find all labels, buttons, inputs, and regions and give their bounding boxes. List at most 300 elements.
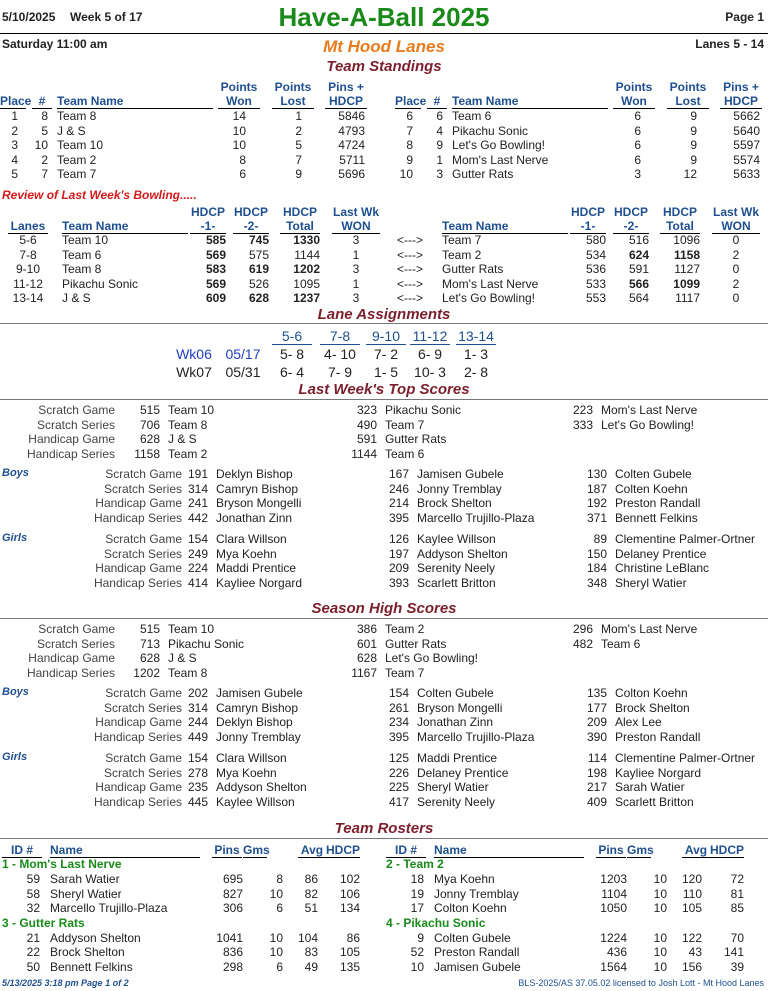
score-category: Scratch Series — [103, 700, 182, 715]
bowler-name: Colten Gubele — [434, 930, 511, 945]
bowler-name: Preston Randall — [434, 945, 520, 959]
bowler-average: 110 — [682, 886, 702, 901]
place: 8 — [406, 138, 413, 152]
score-name: Team 2 — [168, 446, 208, 461]
team-name: Team 6 — [452, 109, 492, 123]
score-value: 333 — [572, 417, 593, 432]
pins-hdcp: 4793 — [338, 123, 365, 138]
bowler-hdcp: 85 — [730, 901, 744, 915]
place: 4 — [11, 152, 18, 167]
score-value: 490 — [356, 417, 377, 432]
team-name: Pikachu Sonic — [452, 123, 529, 138]
team-number: 2 — [41, 152, 48, 167]
bowler-pins: 1203 — [600, 872, 627, 886]
score-value: 225 — [388, 780, 409, 794]
score-value: 223 — [572, 403, 593, 417]
col-hdcp-1: HDCP -1- — [190, 205, 225, 233]
team-name: Team 7 — [442, 233, 482, 247]
points-lost: 9 — [690, 138, 697, 152]
team-name: Mom's Last Nerve — [442, 276, 539, 291]
bowler-pins: 298 — [222, 959, 243, 974]
team-name: Team 10 — [57, 138, 104, 152]
score-name: Marcello Trujillo-Plaza — [417, 729, 535, 744]
score-category: Handicap Game — [95, 561, 182, 575]
col-team-name: Team Name — [442, 219, 568, 234]
lane-pair-header: 13-14 — [456, 328, 496, 345]
score-name: Gutter Rats — [385, 636, 447, 651]
lane-matchup: 7- 9 — [327, 364, 353, 380]
score-value: 202 — [187, 686, 208, 700]
score-value: 482 — [572, 636, 593, 651]
lanes: 13-14 — [12, 291, 44, 305]
section-rule — [0, 399, 768, 400]
bowler-pins: 436 — [606, 945, 627, 959]
score-name: Mya Koehn — [216, 765, 277, 780]
team-number: 3 — [436, 167, 443, 181]
game-2: 628 — [248, 291, 269, 305]
col-pins-hdcp: Pins + HDCP — [325, 80, 367, 109]
score-value: 628 — [356, 651, 377, 665]
bowler-average: 43 — [688, 945, 702, 959]
game-1: 553 — [585, 291, 606, 305]
score-value: 214 — [388, 496, 409, 510]
report-date: 5/10/2025 — [2, 10, 56, 24]
score-value: 713 — [139, 636, 160, 651]
bowler-id: 17 — [410, 901, 424, 915]
score-value: 150 — [586, 546, 607, 561]
section-title: Team Standings — [326, 58, 442, 75]
points-won: 14 — [232, 109, 246, 123]
score-value: 217 — [586, 780, 607, 794]
col-average: Avg — [298, 843, 326, 858]
bowler-pins: 1050 — [600, 901, 627, 915]
score-name: Kaylee Willson — [417, 532, 496, 546]
game-1: 534 — [585, 247, 606, 262]
team-name: Team 8 — [57, 109, 97, 123]
score-name: Preston Randall — [615, 496, 701, 510]
place: 2 — [11, 123, 18, 138]
points-lost: 9 — [295, 167, 302, 181]
points-lost: 12 — [683, 167, 697, 181]
team-name: Team 7 — [57, 167, 97, 181]
bowler-name: Colton Koehn — [434, 901, 507, 915]
col-id: ID # — [2, 843, 42, 858]
score-value: 445 — [187, 794, 208, 809]
lane-matchup: 2- 8 — [463, 364, 489, 380]
bowler-pins: 827 — [222, 886, 243, 901]
game-2: 619 — [248, 262, 269, 276]
place: 5 — [11, 167, 18, 181]
score-name: Camryn Bishop — [216, 481, 299, 496]
score-value: 409 — [586, 794, 607, 809]
score-value: 515 — [139, 403, 160, 417]
team-name: Team 2 — [57, 152, 97, 167]
points-won: 0 — [732, 262, 740, 276]
bowler-id: 22 — [26, 945, 40, 959]
bowler-average: 122 — [681, 930, 702, 945]
col-last-wk-won: Last Wk WON — [332, 205, 379, 233]
bowler-pins: 836 — [222, 945, 243, 959]
score-name: Delaney Prentice — [615, 546, 707, 561]
week-date: 05/31 — [225, 364, 261, 380]
score-category: Handicap Game — [95, 496, 182, 510]
score-name: Delaney Prentice — [417, 765, 509, 780]
col-hdcp-2: HDCP -2- — [613, 205, 648, 233]
col-points-lost: Points Lost — [272, 80, 314, 109]
bowler-games: 10 — [269, 886, 283, 901]
score-category: Handicap Series — [93, 510, 182, 525]
score-name: Clementine Palmer-Ortner — [615, 751, 756, 765]
team-number: 10 — [34, 138, 48, 152]
score-value: 125 — [388, 751, 409, 765]
score-name: Christine LeBlanc — [615, 561, 710, 575]
score-name: Bennett Felkins — [615, 510, 698, 525]
score-category: Handicap Series — [93, 575, 182, 590]
score-value: 296 — [572, 622, 593, 636]
bowler-average: 51 — [304, 901, 318, 915]
score-name: Sheryl Watier — [615, 575, 687, 590]
col-num: # — [427, 94, 447, 109]
points-won: 3 — [352, 262, 360, 276]
score-name: Jonathan Zinn — [417, 715, 494, 729]
points-won: 6 — [634, 152, 641, 167]
score-name: Jonathan Zinn — [216, 510, 293, 525]
score-value: 1144 — [351, 446, 377, 461]
total: 1096 — [673, 233, 700, 247]
col-pins-hdcp: Pins + HDCP — [720, 80, 762, 109]
score-name: Kayliee Norgard — [216, 575, 303, 590]
score-value: 371 — [586, 510, 607, 525]
score-value: 187 — [586, 481, 607, 496]
score-value: 135 — [586, 686, 607, 700]
score-name: Jonny Tremblay — [417, 481, 502, 496]
bowler-id: 9 — [417, 930, 424, 945]
bowler-name: Marcello Trujillo-Plaza — [50, 901, 168, 915]
team-name: J & S — [62, 291, 91, 305]
game-2: 526 — [248, 276, 269, 291]
game-1: 569 — [205, 276, 226, 291]
points-won: 10 — [232, 138, 246, 152]
bowler-id: 50 — [26, 959, 40, 974]
score-name: Preston Randall — [615, 729, 701, 744]
girls-label: Girls — [2, 532, 28, 544]
score-value: 154 — [187, 751, 208, 765]
score-category: Scratch Series — [36, 636, 115, 651]
place: 6 — [406, 109, 413, 123]
bowler-hdcp: 39 — [730, 959, 744, 974]
game-1: 533 — [585, 276, 606, 291]
points-won: 2 — [732, 276, 740, 291]
bowler-pins: 306 — [222, 901, 243, 915]
score-name: Serenity Neely — [417, 561, 496, 575]
score-name: Team 8 — [168, 417, 208, 432]
score-name: Deklyn Bishop — [216, 715, 293, 729]
lanes: 9-10 — [15, 262, 41, 276]
col-hdcp: HDCP — [326, 843, 361, 857]
bowler-games: 6 — [276, 901, 283, 915]
col-id: ID # — [386, 843, 426, 858]
score-name: Maddi Prentice — [216, 561, 297, 575]
score-name: Team 7 — [385, 665, 425, 680]
points-won: 3 — [634, 167, 641, 181]
place: 1 — [11, 109, 18, 123]
total: 1237 — [293, 291, 320, 305]
day-time: Saturday 11:00 am — [2, 37, 108, 51]
points-won: 3 — [352, 291, 360, 305]
score-value: 234 — [388, 715, 409, 729]
lane-pair-header: 11-12 — [410, 328, 450, 345]
bowler-pins: 1564 — [600, 959, 627, 974]
score-value: 390 — [586, 729, 607, 744]
bowler-name: Jamisen Gubele — [434, 959, 521, 974]
pins-hdcp: 5711 — [339, 152, 365, 167]
bowler-id: 52 — [410, 945, 424, 959]
score-name: Kayliee Norgard — [615, 765, 702, 780]
col-hdcp-total: HDCP Total — [660, 205, 700, 234]
points-won: 6 — [239, 167, 246, 181]
score-value: 1158 — [134, 446, 160, 461]
col-hdcp-1: HDCP -1- — [570, 205, 605, 233]
center-name: Mt Hood Lanes — [323, 37, 445, 56]
col-average: Avg — [682, 843, 710, 858]
report-week: Week 5 of 17 — [70, 10, 143, 24]
team-name: Gutter Rats — [452, 167, 514, 181]
score-value: 449 — [187, 729, 208, 744]
total: 1330 — [293, 233, 320, 247]
lane-matchup: 6- 4 — [279, 364, 305, 380]
score-value: 241 — [187, 496, 208, 510]
points-won: 3 — [352, 233, 360, 247]
score-value: 278 — [187, 765, 208, 780]
score-value: 395 — [388, 510, 409, 525]
score-category: Scratch Series — [103, 481, 182, 496]
score-name: Team 6 — [601, 636, 641, 651]
lane-matchup: 1- 3 — [463, 346, 489, 362]
score-value: 177 — [586, 700, 607, 715]
score-value: 314 — [187, 481, 208, 496]
score-value: 235 — [187, 780, 208, 794]
team-name: Mom's Last Nerve — [452, 152, 549, 167]
score-name: Mom's Last Nerve — [601, 403, 698, 417]
score-name: Team 10 — [168, 622, 215, 636]
col-place: Place — [395, 94, 427, 108]
score-value: 154 — [187, 532, 208, 546]
bowler-games: 6 — [276, 959, 283, 974]
score-value: 261 — [388, 700, 409, 715]
score-name: Bryson Mongelli — [417, 700, 503, 715]
points-won: 6 — [634, 109, 641, 123]
score-value: 197 — [388, 546, 409, 561]
score-value: 323 — [356, 403, 377, 417]
bowler-average: 120 — [681, 872, 702, 886]
bowler-hdcp: 135 — [339, 959, 360, 974]
col-lanes: Lanes — [8, 219, 48, 234]
footer-license: BLS-2025/AS 37.05.02 licensed to Josh Lott - Mt Hood Lanes — [518, 978, 764, 988]
bowler-pins: 1041 — [216, 930, 243, 945]
bowler-games: 10 — [269, 930, 283, 945]
score-category: Scratch Game — [105, 532, 182, 546]
score-name: Deklyn Bishop — [216, 467, 293, 481]
score-category: Handicap Series — [93, 794, 182, 809]
section-rule — [0, 323, 768, 324]
versus-arrow: <---> — [396, 247, 423, 262]
team-name: Team 10 — [62, 233, 109, 247]
points-lost: 1 — [295, 109, 302, 123]
total: 1117 — [675, 291, 700, 305]
score-name: Scarlett Britton — [615, 794, 694, 809]
bowler-average: 156 — [681, 959, 702, 974]
game-2: 575 — [248, 247, 269, 262]
bowler-hdcp: 86 — [346, 930, 360, 945]
bowler-id: 18 — [410, 872, 424, 886]
game-2: 566 — [628, 276, 649, 291]
game-1: 580 — [585, 233, 606, 247]
pins-hdcp: 5597 — [733, 138, 760, 152]
score-value: 1167 — [351, 665, 377, 680]
score-value: 184 — [586, 561, 607, 575]
score-category: Scratch Series — [36, 417, 115, 432]
lane-pair-header: 7-8 — [320, 328, 360, 345]
col-name: Name — [434, 843, 584, 858]
score-value: 167 — [388, 467, 409, 481]
score-name: Addyson Shelton — [417, 546, 508, 561]
bowler-average: 104 — [297, 930, 318, 945]
roster-team-name: 1 - Mom's Last Nerve — [2, 857, 122, 871]
score-category: Scratch Series — [103, 546, 182, 561]
score-name: Marcello Trujillo-Plaza — [417, 510, 535, 525]
bowler-name: Addyson Shelton — [50, 930, 141, 945]
girls-label: Girls — [2, 751, 28, 763]
bowler-games: 10 — [653, 959, 667, 974]
bowler-id: 21 — [26, 930, 40, 945]
score-name: Colton Koehn — [615, 686, 688, 700]
roster-team-name: 4 - Pikachu Sonic — [386, 915, 486, 930]
points-lost: 9 — [690, 152, 697, 167]
score-value: 154 — [388, 686, 409, 700]
col-team-name: Team Name — [452, 94, 608, 109]
score-category: Handicap Series — [93, 729, 182, 744]
bowler-games: 10 — [653, 945, 667, 959]
score-value: 1202 — [133, 665, 160, 680]
roster-team-name: 2 - Team 2 — [386, 857, 444, 871]
col-place: Place — [0, 94, 32, 108]
page-number: Page 1 — [725, 10, 764, 24]
col-points-won: Points Won — [613, 80, 655, 109]
pins-hdcp: 5633 — [733, 167, 760, 181]
score-value: 395 — [388, 729, 409, 744]
team-name: Let's Go Bowling! — [442, 291, 536, 305]
score-category: Scratch Game — [38, 403, 115, 417]
team-name: Pikachu Sonic — [62, 276, 139, 291]
game-2: 745 — [248, 233, 269, 247]
section-rule — [0, 838, 768, 839]
col-last-wk-won: Last Wk WON — [712, 205, 759, 233]
col-points-lost: Points Lost — [667, 80, 709, 109]
score-name: Colten Gubele — [417, 686, 494, 700]
score-category: Handicap Series — [26, 665, 115, 680]
place: 7 — [406, 123, 413, 138]
score-name: Team 7 — [385, 417, 425, 432]
col-hdcp: HDCP — [710, 843, 745, 857]
score-value: 244 — [187, 715, 208, 729]
pins-hdcp: 5574 — [733, 152, 760, 167]
bowler-hdcp: 72 — [730, 872, 744, 886]
bowler-average: 86 — [304, 872, 318, 886]
pins-hdcp: 5846 — [338, 109, 365, 123]
week-number: Wk06 — [176, 346, 212, 362]
team-name: Team 6 — [62, 247, 102, 262]
points-lost: 9 — [690, 123, 697, 138]
score-category: Scratch Game — [105, 751, 182, 765]
col-games: Gms — [243, 843, 270, 857]
score-name: Team 10 — [168, 403, 215, 417]
score-value: 192 — [586, 496, 607, 510]
pins-hdcp: 5696 — [338, 167, 365, 181]
score-name: Serenity Neely — [417, 794, 496, 809]
score-name: Team 8 — [168, 665, 208, 680]
team-number: 9 — [436, 138, 443, 152]
bowler-id: 32 — [26, 901, 40, 915]
roster-team-name: 3 - Gutter Rats — [2, 915, 85, 930]
lane-matchup: 6- 9 — [417, 346, 443, 362]
week-number: Wk07 — [176, 364, 212, 380]
lanes: 5-6 — [19, 233, 37, 247]
team-name: J & S — [57, 123, 86, 138]
bowler-id: 19 — [410, 886, 424, 901]
score-name: Clara Willson — [216, 532, 287, 546]
score-value: 130 — [586, 467, 607, 481]
score-category: Handicap Game — [95, 780, 182, 794]
bowler-hdcp: 134 — [339, 901, 360, 915]
team-number: 5 — [41, 123, 48, 138]
game-1: 569 — [205, 247, 226, 262]
score-category: Handicap Series — [26, 446, 115, 461]
score-name: Mom's Last Nerve — [601, 622, 698, 636]
points-won: 6 — [634, 123, 641, 138]
bowler-games: 10 — [653, 872, 667, 886]
score-name: Jonny Tremblay — [216, 729, 301, 744]
lane-pair-header: 9-10 — [366, 328, 406, 345]
score-category: Handicap Game — [95, 715, 182, 729]
team-name: Team 8 — [62, 262, 102, 276]
bowler-games: 10 — [653, 886, 667, 901]
pins-hdcp: 5640 — [733, 123, 760, 138]
total: 1127 — [674, 262, 700, 276]
score-value: 209 — [388, 561, 409, 575]
game-2: 624 — [628, 247, 649, 262]
lane-pair-header: 5-6 — [272, 328, 312, 345]
versus-arrow: <---> — [396, 291, 423, 305]
score-name: Kaylee Willson — [216, 794, 295, 809]
review-title: Review of Last Week's Bowling..... — [2, 188, 197, 202]
team-number: 4 — [436, 123, 443, 138]
score-category: Handicap Game — [28, 651, 115, 665]
league-title: Have-A-Ball 2025 — [278, 2, 490, 32]
col-hdcp-total: HDCP Total — [280, 205, 320, 234]
bowler-name: Bennett Felkins — [50, 959, 133, 974]
score-value: 246 — [388, 481, 409, 496]
game-1: 583 — [205, 262, 226, 276]
score-value: 348 — [586, 575, 607, 590]
col-team-name: Team Name — [57, 94, 213, 109]
team-number: 6 — [436, 109, 443, 123]
bowler-id: 58 — [26, 886, 40, 901]
footer-timestamp: 5/13/2025 3:18 pm Page 1 of 2 — [2, 978, 129, 988]
score-value: 601 — [356, 636, 377, 651]
col-pins: Pins — [596, 843, 626, 858]
bowler-hdcp: 105 — [339, 945, 360, 959]
score-name: Gutter Rats — [385, 432, 447, 446]
